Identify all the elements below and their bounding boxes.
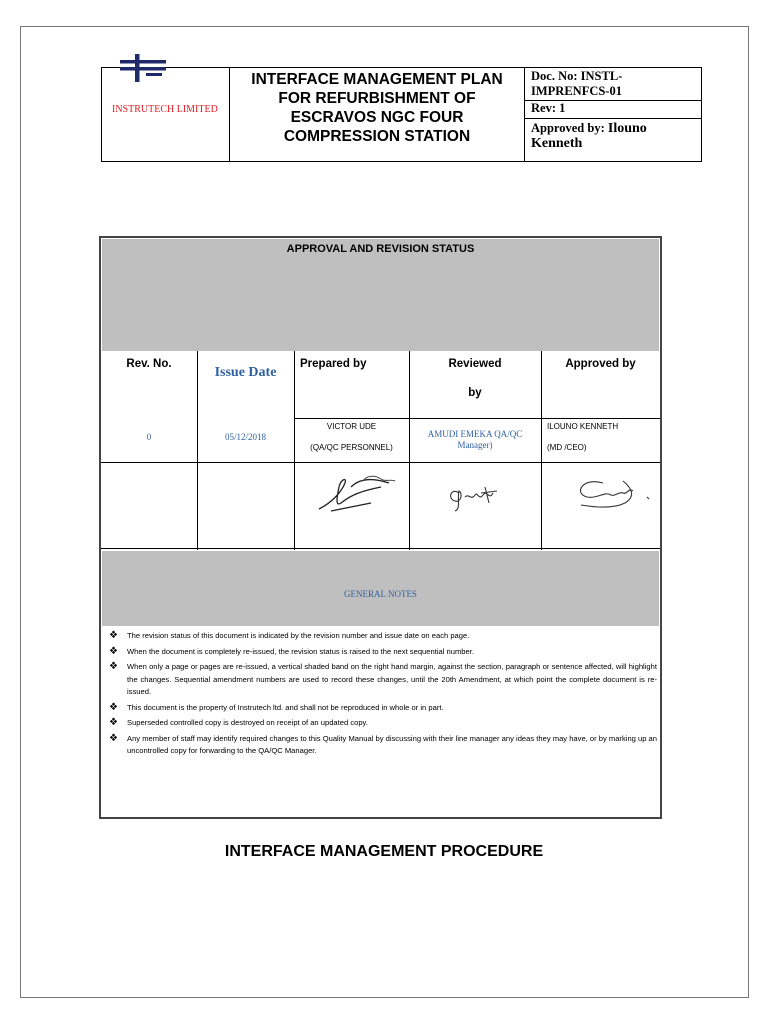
bullet-icon: ❖	[109, 661, 118, 672]
approved-role: (MD /CEO)	[547, 443, 587, 452]
bullet-icon: ❖	[109, 732, 118, 744]
grid-line	[294, 418, 660, 419]
document-meta	[525, 68, 701, 161]
title-line: INTERFACE MANAGEMENT PLAN	[251, 71, 503, 88]
note-text: When only a page or pages are re-issued, a vertical shaded band on the right hand margin, against the section, paragraph or sentence affected, will highlight the changes. Sequential amendment numbers are used to record these changes, until the 20th Amendment, at which point the complete document is re-issued.	[127, 662, 657, 696]
approved-by	[525, 119, 701, 151]
reviewed-line1: AMUDI EMEKA QA/QC	[427, 429, 523, 439]
approved-name: ILOUNO KENNETH	[547, 422, 619, 431]
col-rev-no: Rev. No.	[126, 358, 172, 370]
note-text: The revision status of this document is indicated by the revision number and issue date on each page.	[127, 631, 470, 640]
col-approved-by: Approved by	[565, 358, 636, 370]
list-item	[105, 661, 657, 699]
grid-line	[409, 351, 410, 550]
procedure-title: INTERFACE MANAGEMENT PROCEDURE	[224, 843, 544, 860]
approval-grid	[101, 351, 660, 550]
general-notes-list	[105, 630, 657, 761]
approval-header	[102, 239, 659, 351]
signature-approved	[563, 473, 655, 513]
list-item	[105, 717, 657, 730]
bullet-icon: ❖	[109, 645, 118, 657]
document-header	[101, 67, 702, 162]
grid-line	[101, 548, 660, 549]
doc-number-line2: IMPRENFCS-01	[531, 84, 622, 98]
document-title	[230, 68, 525, 161]
bullet-icon: ❖	[109, 701, 118, 713]
bullet-icon: ❖	[109, 630, 118, 641]
rev-value: 0	[146, 432, 152, 442]
approval-table	[99, 236, 662, 819]
prepared-role: (QA/QC PERSONNEL)	[310, 443, 393, 452]
prepared-name: VICTOR UDE	[326, 422, 377, 431]
revision: Rev: 1	[525, 101, 701, 119]
approved-label: Approved by:	[531, 121, 605, 135]
issue-date-value: 05/12/2018	[224, 432, 266, 442]
title-line: FOR REFURBISHMENT OF	[278, 90, 476, 107]
approval-title: APPROVAL AND REVISION STATUS	[286, 243, 475, 255]
col-reviewed-by: by	[468, 387, 482, 399]
company-logo	[116, 54, 172, 86]
note-text: When the document is completely re-issued, the revision status is raised to the next sequential number.	[127, 646, 474, 656]
list-item	[105, 702, 657, 715]
general-notes-title: GENERAL NOTES	[344, 589, 417, 599]
signature-prepared	[311, 473, 401, 515]
list-item	[105, 646, 657, 659]
col-prepared-by: Prepared by	[300, 358, 367, 370]
approved-name: Ilouno Kenneth	[531, 121, 647, 151]
note-text: Any member of staff may identify required changes to this Quality Manual by discussing with their line manager any ideas they may have, or by marking up an uncontrolled copy for forwarding to the QA/QC Manager.	[127, 733, 658, 755]
grid-line	[541, 351, 542, 550]
note-text: This document is the property of Instrutech ltd. and shall not be reproduced in whole or in part.	[127, 702, 444, 712]
list-item	[105, 630, 657, 643]
grid-line	[101, 462, 660, 463]
list-item	[105, 733, 657, 758]
reviewed-line2: Manager)	[457, 440, 493, 450]
general-notes-header	[102, 551, 659, 626]
title-line: COMPRESSION STATION	[283, 128, 471, 145]
company-name: INSTRUTECH LIMITED	[112, 104, 218, 115]
col-issue-date: Issue Date	[214, 365, 277, 380]
note-text: Superseded controlled copy is destroyed on receipt of an updated copy.	[127, 718, 368, 727]
col-reviewed: Reviewed	[448, 358, 502, 370]
signature-reviewed	[441, 479, 511, 513]
company-cell	[102, 68, 230, 161]
doc-number-line1: Doc. No: INSTL-	[531, 69, 623, 83]
doc-number	[525, 68, 701, 101]
title-line: ESCRAVOS NGC FOUR	[290, 109, 464, 126]
bullet-icon: ❖	[109, 717, 118, 728]
